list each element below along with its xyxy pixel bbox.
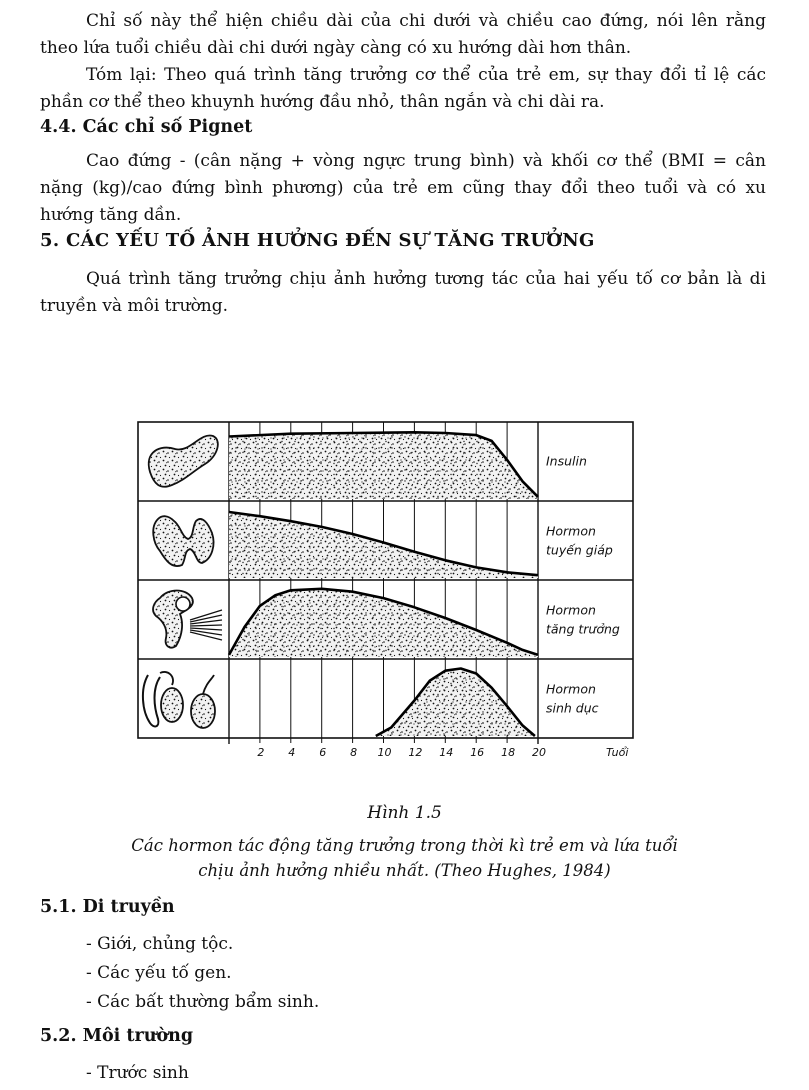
figure-caption-line-2: chịu ảnh hưởng nhiều nhất. (Theo Hughes, 1984)	[198, 861, 611, 880]
list-item: - Các bất thường bẩm sinh.	[86, 992, 320, 1012]
x-tick-label: 14	[439, 746, 454, 759]
chart-ticks	[257, 746, 628, 759]
figure-caption	[100, 833, 709, 883]
series-label: sinh dục	[546, 700, 599, 716]
list-item: - Trước sinh	[86, 1063, 189, 1083]
x-unit-label: Tuổi	[606, 746, 629, 759]
series-label: Hormon	[546, 681, 596, 697]
heading-5-1: 5.1. Di truyền	[40, 897, 175, 917]
series-label: tuyến giáp	[546, 542, 613, 558]
x-tick-label: 12	[408, 746, 423, 759]
chart-labels	[546, 454, 620, 716]
thyroid-icon	[153, 516, 213, 566]
x-tick-label: 8	[350, 746, 358, 759]
series-label: Hormon	[546, 602, 596, 618]
list-item: - Các yếu tố gen.	[86, 963, 232, 983]
figure-caption-line-1: Các hormon tác động tăng trưởng trong thời kì trẻ em và lứa tuổi	[131, 836, 678, 855]
chart-icons	[143, 435, 222, 728]
gonads-icon	[143, 672, 215, 728]
series-label: tăng trưởng	[546, 621, 620, 637]
pituitary-icon	[153, 591, 222, 648]
paragraph-summary: Tóm lại: Theo quá trình tăng trưởng cơ thể của trẻ em, sự thay đổi tỉ lệ các phần cơ thể theo khuynh hướng đầu nhỏ, thân ngắn và chi dài ra.	[40, 65, 766, 112]
heading-5-2: 5.2. Môi trường	[40, 1026, 194, 1046]
paragraph-leg-index: Chỉ số này thể hiện chiều dài của chi dưới và chiều cao đứng, nói lên rằng theo lứa tuổi chiều dài chi dưới ngày càng có xu hướng dài hơn thân.	[40, 11, 766, 58]
x-tick-label: 6	[319, 746, 327, 759]
list-item: - Giới, chủng tộc.	[86, 934, 234, 954]
heading-5: 5. CÁC YẾU TỐ ẢNH HƯỞNG ĐẾN SỰ TĂNG TRƯỞNG	[40, 230, 595, 251]
area-texture-gonads	[376, 669, 535, 737]
x-tick-label: 18	[501, 746, 516, 759]
series-label: Hormon	[546, 523, 596, 539]
figure-title: Hình 1.5	[367, 803, 442, 823]
pancreas-icon	[149, 435, 218, 486]
paragraph-factors: Quá trình tăng trưởng chịu ảnh hưởng tương tác của hai yếu tố cơ bản là di truyền và môi trường.	[40, 269, 766, 316]
x-tick-label: 10	[377, 746, 392, 759]
x-tick-label: 2	[257, 746, 265, 759]
heading-4-4: 4.4. Các chỉ số Pignet	[40, 117, 253, 137]
paragraph-pignet: Cao đứng - (cân nặng + vòng ngực trung bình) và khối cơ thể (BMI = cân nặng (kg)/cao đứng bình phương) của trẻ em cũng thay đổi theo tuổi và có xu hướng tăng dần.	[40, 151, 766, 225]
series-label: Insulin	[546, 453, 587, 469]
x-tick-label: 20	[532, 746, 546, 759]
x-tick-label: 16	[470, 746, 485, 759]
x-tick-label: 4	[288, 746, 296, 759]
